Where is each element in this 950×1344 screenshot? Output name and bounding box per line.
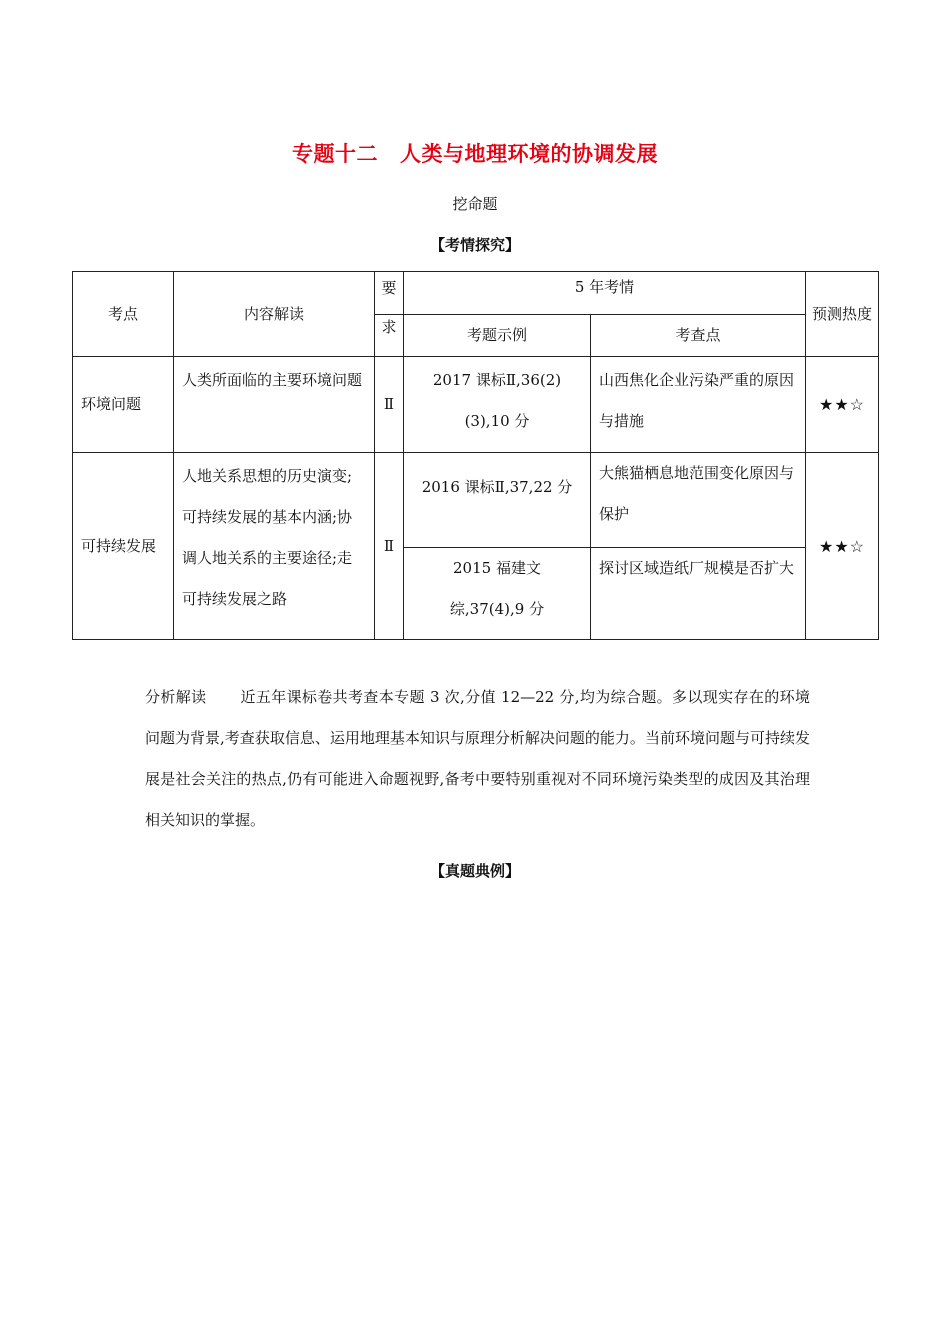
cell-requirement: Ⅱ (375, 453, 404, 640)
analysis-paragraph (145, 677, 810, 841)
header-example: 考题示例 (404, 315, 591, 357)
analysis-label: 分析解读 (145, 688, 207, 706)
cell-content: 人类所面临的主要环境问题 (174, 357, 375, 453)
subtitle: 挖命题 (452, 195, 498, 213)
cell-forecast-stars: ★★☆ (806, 357, 879, 453)
header-forecast: 预测热度 (806, 272, 879, 357)
cell-exam-example: 2016 课标Ⅱ,37,22 分 (404, 453, 591, 548)
analysis-text: 近五年课标卷共考查本专题 3 次,分值 12—22 分,均为综合题。多以现实存在的环境问题为背景,考查获取信息、运用地理基本知识与原理分析解决问题的能力。当前环境问题与可持续发展是社会关注的热点,仍有可能进入命题视野,备考中要特别重视对不同环境污染类型的成因及其治理相关知识的掌握。 (145, 688, 810, 829)
section-heading-real-examples: 【真题典例】 (429, 862, 520, 880)
table-row (73, 357, 879, 453)
page-title (0, 138, 950, 168)
header-content: 内容解读 (174, 272, 375, 357)
header-check-point: 考查点 (591, 315, 806, 357)
cell-exam-example: 2017 课标Ⅱ,36(2)(3),10 分 (404, 357, 591, 453)
table-row (73, 453, 879, 548)
cell-check-point: 大熊猫栖息地范围变化原因与保护 (591, 453, 806, 548)
header-five-years: 5 年考情 (404, 272, 806, 315)
cell-content: 人地关系思想的历史演变;可持续发展的基本内涵;协调人地关系的主要途径;走可持续发展之路 (174, 453, 375, 640)
header-point: 考点 (73, 272, 174, 357)
cell-requirement: Ⅱ (375, 357, 404, 453)
header-requirement-bottom: 求 (375, 315, 404, 357)
cell-exam-example: 2015 福建文综,37(4),9 分 (404, 548, 591, 640)
header-requirement-top: 要 (375, 272, 404, 315)
title-topic-number: 专题十二 (292, 142, 378, 166)
cell-check-point: 山西焦化企业污染严重的原因与措施 (591, 357, 806, 453)
cell-point: 可持续发展 (73, 453, 174, 640)
title-topic-name: 人类与地理环境的协调发展 (400, 142, 658, 166)
cell-point: 环境问题 (73, 357, 174, 453)
table-header-row (73, 272, 879, 315)
exam-info-table (72, 271, 879, 640)
section-heading-exam-analysis: 【考情探究】 (429, 236, 520, 254)
cell-forecast-stars: ★★☆ (806, 453, 879, 640)
cell-check-point: 探讨区域造纸厂规模是否扩大 (591, 548, 806, 640)
